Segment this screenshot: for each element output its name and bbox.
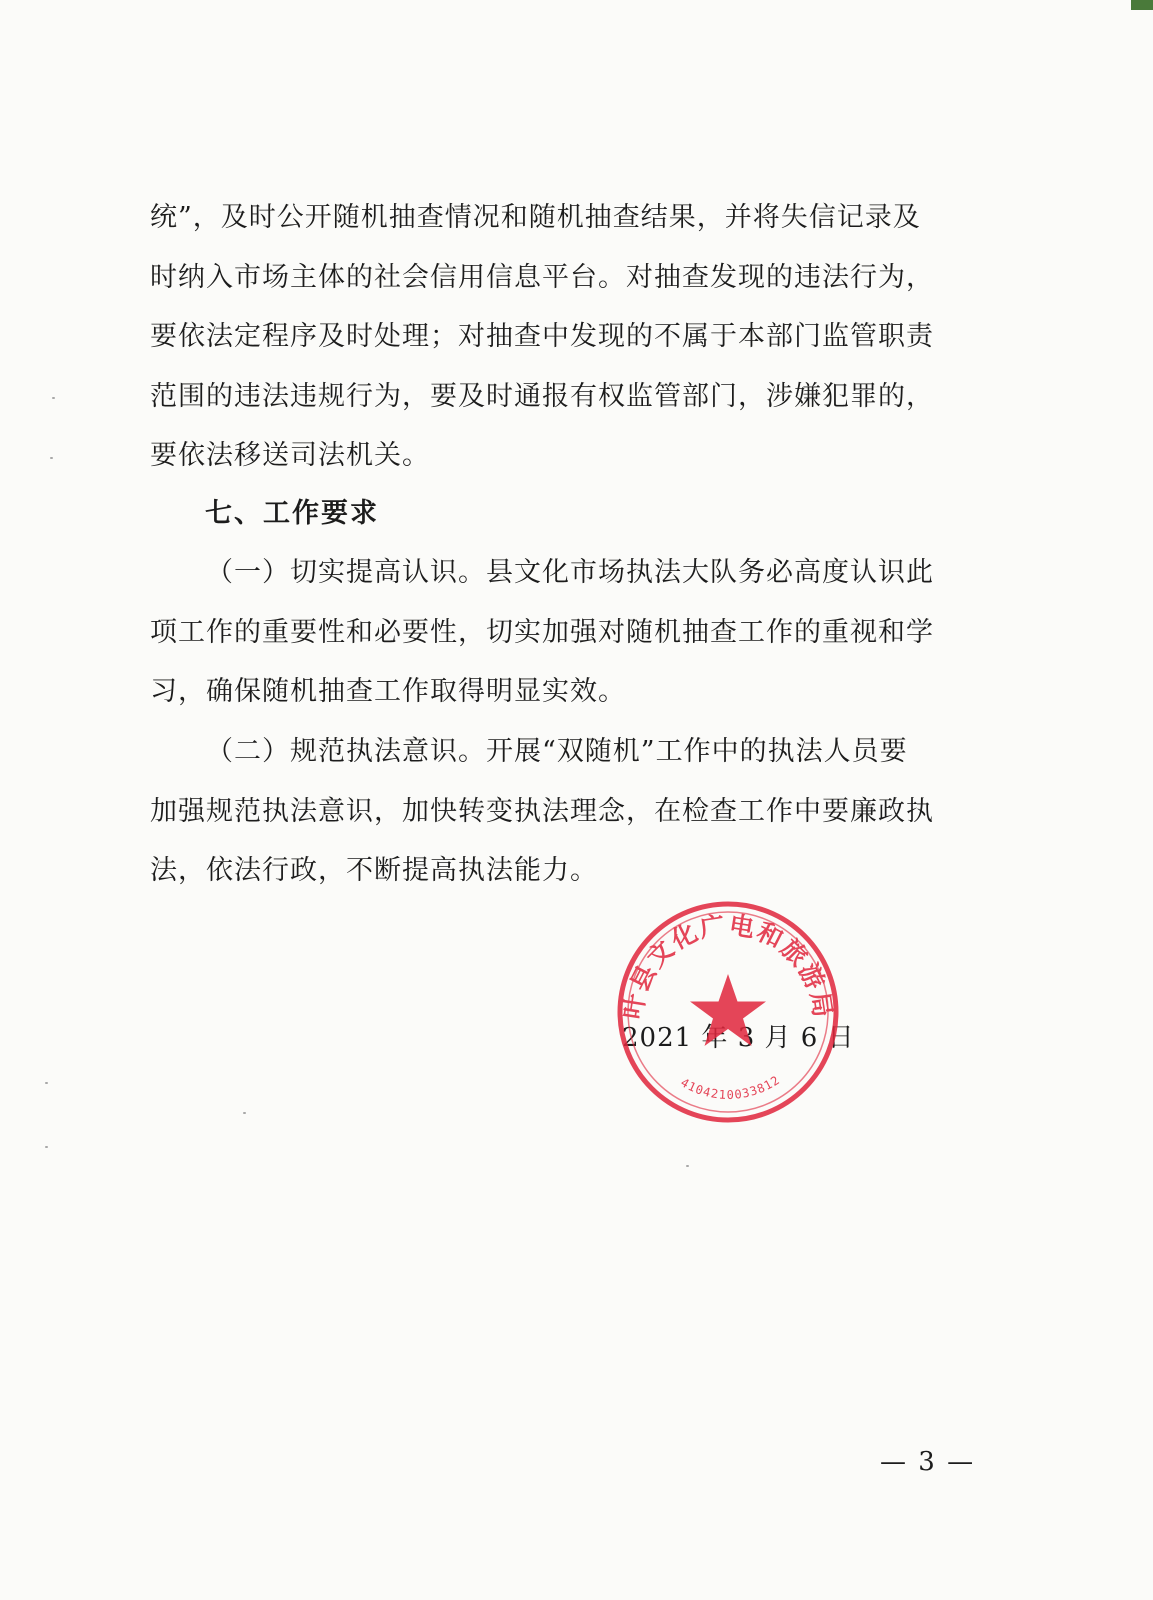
scan-speck [50,457,53,459]
seal-code-number [678,1073,782,1102]
scan-speck [243,1112,246,1114]
text-line: 项工作的重要性和必要性，切实加强对随机抽查工作的重视和学 [150,616,934,648]
text-line: 加强规范执法意识，加快转变执法理念，在检查工作中要廉政执 [150,795,934,827]
seal-code-number-path: 4104210033812 [678,1072,783,1102]
text-line: （一）切实提高认识。县文化市场执法大队务必高度认识此 [206,557,934,588]
seal-agency-name-path: 叶县文化广电和旅游局 [618,910,838,1021]
text-line: （二）规范执法意识。开展“双随机”工作中的执法人员要 [206,736,908,767]
text-line: 时纳入市场主体的社会信用信息平台。对抽查发现的违法行为， [150,261,934,293]
paragraph-awareness [150,543,980,722]
text-line: 统”，及时公开随机抽查情况和随机抽查结果，并将失信记录及 [150,202,921,233]
page-number: — 3 — [880,1447,976,1477]
section-heading: 七、工作要求 [205,498,379,529]
text-line: 法，依法行政，不断提高执法能力。 [150,855,598,886]
official-seal-stamp [612,896,844,1128]
document-date: 2021 年 3 月 6 日 [622,1023,855,1053]
scan-speck [45,1082,48,1084]
text-line: 要依法移送司法机关。 [150,440,430,471]
seal-star-icon [690,974,766,1046]
paragraph-enforcement [150,722,980,901]
text-line: 要依法定程序及时处理；对抽查中发现的不属于本部门监管职责 [150,321,934,352]
page-edge-mark [1131,0,1153,10]
scan-speck [52,397,55,399]
scan-speck [686,1165,689,1167]
paragraph-publicity [150,188,980,486]
scan-speck [45,1146,48,1148]
text-line: 习，确保随机抽查工作取得明显实效。 [150,676,626,707]
text-line: 范围的违法违规行为，要及时通报有权监管部门，涉嫌犯罪的， [150,380,934,412]
